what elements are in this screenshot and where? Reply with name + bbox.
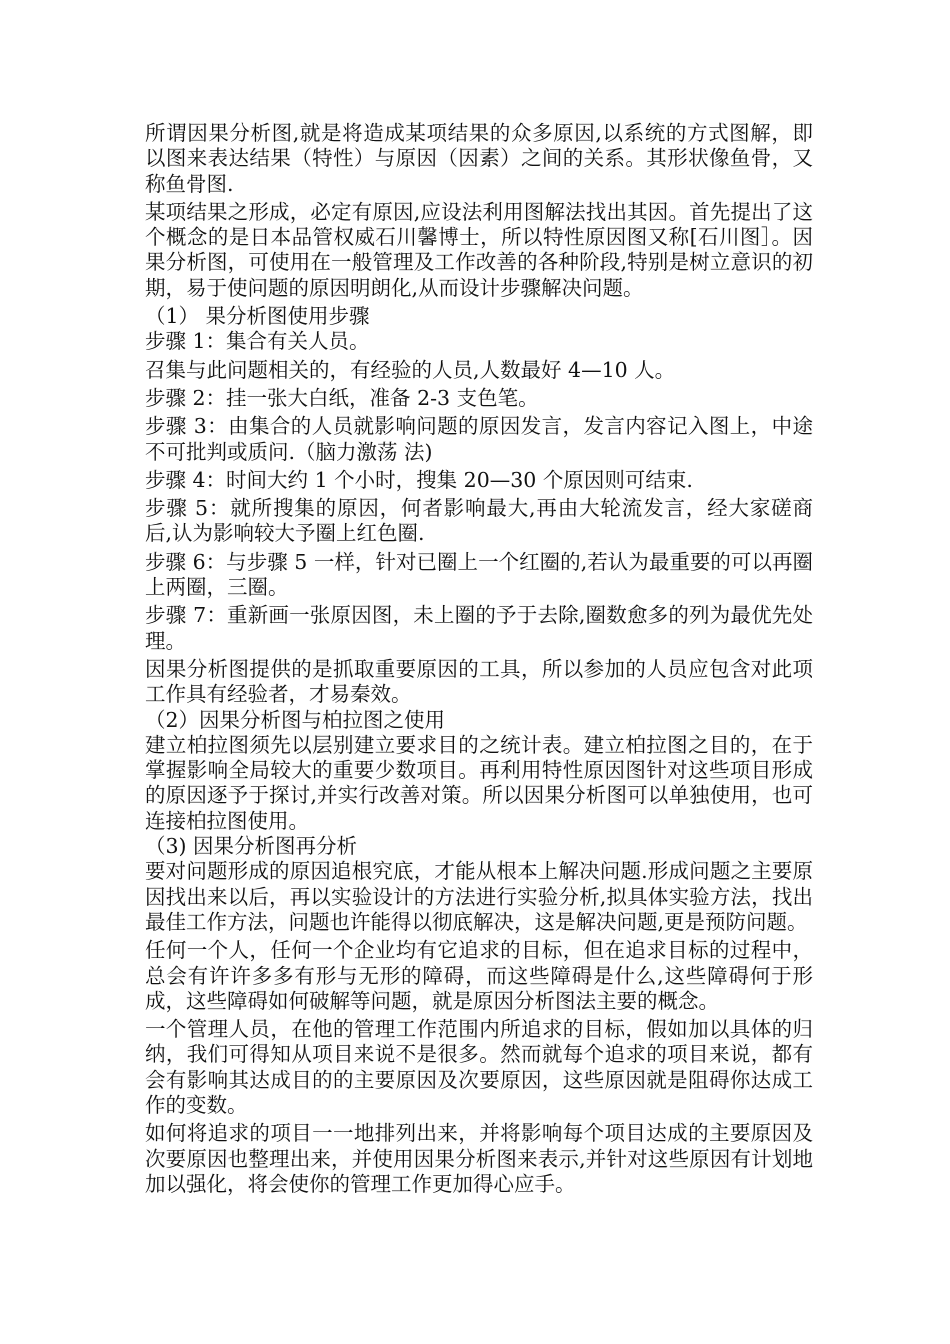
paragraph-obstacles: 任何一个人，任何一个企业均有它追求的目标，但在追求目标的过程中，总会有许许多多有形与无形的障碍，而这些障碍是什么,这些障碍何于形成，这些障碍如何破解等问题，就是原因分析图法主要的概念。 xyxy=(145,938,813,1013)
paragraph-root-cause: 要对问题形成的原因追根究底，才能从根本上解决问题.形成问题之主要原因找出来以后，再以实验设计的方法进行实验分析,拟具体实验方法，找出最佳工作方法，问题也许能得以彻底解决，这是解决问题,更是预防问题。 xyxy=(145,859,813,934)
step-6: 步骤 6：与步骤 5 一样，针对已圈上一个红圈的,若认为最重要的可以再圈上两圈，三圈。 xyxy=(145,549,813,600)
paragraph-manager: 一个管理人员，在他的管理工作范围内所追求的目标，假如加以具体的归纳，我们可得知从项目来说不是很多。然而就每个追求的项目来说，都有会有影响其达成目的的主要原因及次要原因，这些原因就是阻碍你达成工作的变数。 xyxy=(145,1017,813,1117)
step-4: 步骤 4：时间大约 1 个小时，搜集 20—30 个原因则可结束. xyxy=(145,467,693,492)
paragraph-tool-note: 因果分析图提供的是抓取重要原因的工具，所以参加的人员应包含对此项工作具有经验者，才易秦效。 xyxy=(145,656,813,707)
section-heading-pareto: （2）因果分析图与柏拉图之使用 xyxy=(145,707,446,732)
paragraph-conclusion: 如何将追求的项目一一地排列出来，并将影响每个项目达成的主要原因及次要原因也整理出来，并使用因果分析图来表示,并针对这些原因有计划地加以强化，将会使你的管理工作更加得心应手。 xyxy=(145,1121,813,1196)
document-body xyxy=(145,121,813,1197)
step-2: 步骤 2：挂一张大白纸，准备 2-3 支色笔。 xyxy=(145,385,539,410)
step-7: 步骤 7：重新画一张原因图，未上圈的予于去除,圈数愈多的列为最优先处理。 xyxy=(145,603,813,653)
step-5: 步骤 5：就所搜集的原因，何者影响最大,再由大轮流发言，经大家磋商后,认为影响较大予圈上红色圈. xyxy=(145,496,813,546)
step-1: 步骤 1：集合有关人员。 xyxy=(145,329,370,354)
paragraph-origin: 某项结果之形成，必定有原因,应设法利用图解法找出其因。首先提出了这个概念的是日本品管权威石川馨博士，所以特性原因图又称[石川图］。因果分析图，可使用在一般管理及工作改善的各种阶段,特别是树立意识的初期，易于使问题的原因明朗化,从而设计步骤解决问题。 xyxy=(145,199,813,300)
step-3: 步骤 3：由集合的人员就影响问题的原因发言，发言内容记入图上，中途不可批判或质问.（脑力激荡 法) xyxy=(145,414,813,464)
step-1-detail: 召集与此问题相关的，有经验的人员,人数最好 4—10 人。 xyxy=(145,357,676,382)
paragraph-pareto: 建立柏拉图须先以层别建立要求目的之统计表。建立柏拉图之目的，在于掌握影响全局较大的重要少数项目。再利用特性原因图针对这些项目形成的原因逐予于探讨,并实行改善对策。所以因果分析图可以单独使用，也可连接柏拉图使用。 xyxy=(145,732,813,833)
section-heading-steps: （1） 果分析图使用步骤 xyxy=(145,304,370,329)
paragraph-definition: 所谓因果分析图,就是将造成某项结果的众多原因,以系统的方式图解，即以图来表达结果（特性）与原因（因素）之间的关系。其形状像鱼骨，又称鱼骨图. xyxy=(145,121,813,196)
section-heading-reanalysis: （3) 因果分析图再分析 xyxy=(145,834,358,859)
